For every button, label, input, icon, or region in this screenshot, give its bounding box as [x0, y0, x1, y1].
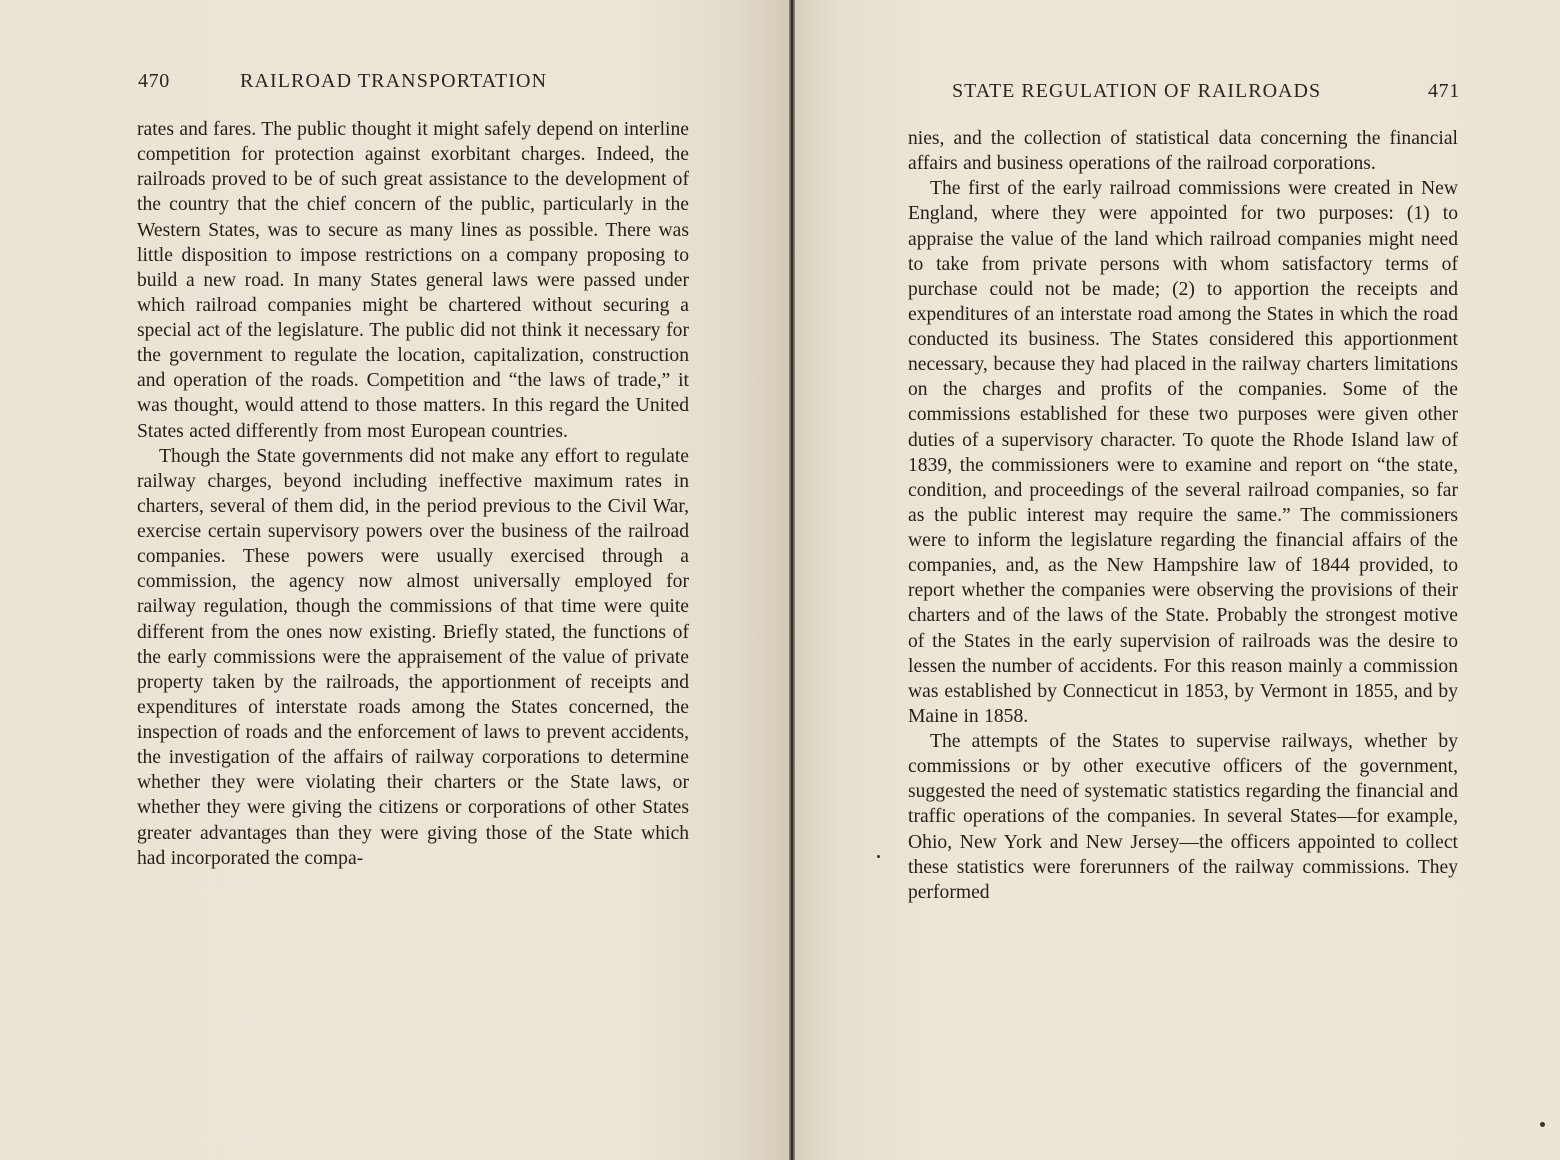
right-page	[792, 0, 1560, 1160]
right-paragraph-3: The attempts of the States to supervise railways, whether by commissions or by other executive officers of the government, suggested the need of systematic statistics regarding the financial and traffic operations of the companies. In several States—for example, Ohio, New York and New Jersey—the officers appointed to collect these statistics were forerunners of the railway commissions. They performed	[908, 731, 1458, 903]
ink-speck	[877, 855, 880, 858]
left-body-text	[137, 117, 689, 871]
right-running-head: STATE REGULATION OF RAILROADS	[952, 80, 1322, 102]
right-page-number: 471	[1428, 80, 1460, 102]
left-paragraph-1: rates and fares. The public thought it might safely depend on interline competition for protection against exorbitant charges. Indeed, the railroads proved to be of such great assistance to the development of the country that the chief concern of the public, particularly in the Western States, was to secure as many lines as possible. There was little disposition to impose restrictions on a company proposing to build a new road. In many States general laws were passed under which railroad companies might be chartered without securing a special act of the legislature. The public did not think it necessary for the government to regulate the location, capitalization, construction and operation of the roads. Competition and “the laws of trade,” it was thought, would attend to those matters. In this regard the United States acted differently from most European countries.	[137, 119, 689, 442]
book-gutter	[789, 0, 795, 1160]
ink-speck	[1540, 1122, 1545, 1127]
right-body-text	[908, 126, 1458, 905]
left-page-number: 470	[138, 70, 170, 92]
right-paragraph-1: nies, and the collection of statistical data concerning the financial affairs and business operations of the railroad corporations.	[908, 128, 1458, 175]
left-running-head: RAILROAD TRANSPORTATION	[240, 70, 548, 92]
right-paragraph-2: The first of the early railroad commissions were created in New England, where they were appointed for two purposes: (1) to appraise the value of the land which railroad companies might need to take from private persons with whom satisfactory terms of purchase could not be made; (2) to apportion the receipts and expenditures of an interstate road among the States in which the road conducted its business. The States considered this apportionment necessary, because they had placed in the railway charters limitations on the charges and profits of the companies. Some of the commissions established for these two purposes were given other duties of a supervisory character. To quote the Rhode Island law of 1839, the commissioners were to examine and report on “the state, condition, and proceedings of the several railroad companies, so far as the public interest may require the same.” The commissioners were to inform the legislature regarding the financial affairs of the companies, and, as the New Hampshire law of 1844 provided, to report whether the companies were observing the provisions of their charters and of the laws of the State. Probably the strongest motive of the States in the early supervision of railroads was the desire to lessen the number of accidents. For this reason mainly a commission was established by Connecticut in 1853, by Vermont in 1855, and by Maine in 1858.	[908, 178, 1458, 727]
left-paragraph-2: Though the State governments did not make any effort to regulate railway charges, beyond including ineffective maximum rates in charters, several of them did, in the period previous to the Civil War, exercise certain supervisory powers over the business of the railroad companies. These powers were usually exercised through a commission, the agency now almost universally employed for railway regulation, though the commissions of that time were quite different from the ones now existing. Briefly stated, the functions of the early commissions were the appraisement of the value of private property taken by the railroads, the apportionment of receipts and expenditures of interstate roads among the States concerned, the inspection of roads and the enforcement of laws to prevent accidents, the investigation of the affairs of railway corporations to determine whether they were violating their charters or the State laws, or whether they were giving the citizens or corporations of other States greater advantages than they were giving those of the State which had incorporated the compa-	[137, 445, 689, 869]
